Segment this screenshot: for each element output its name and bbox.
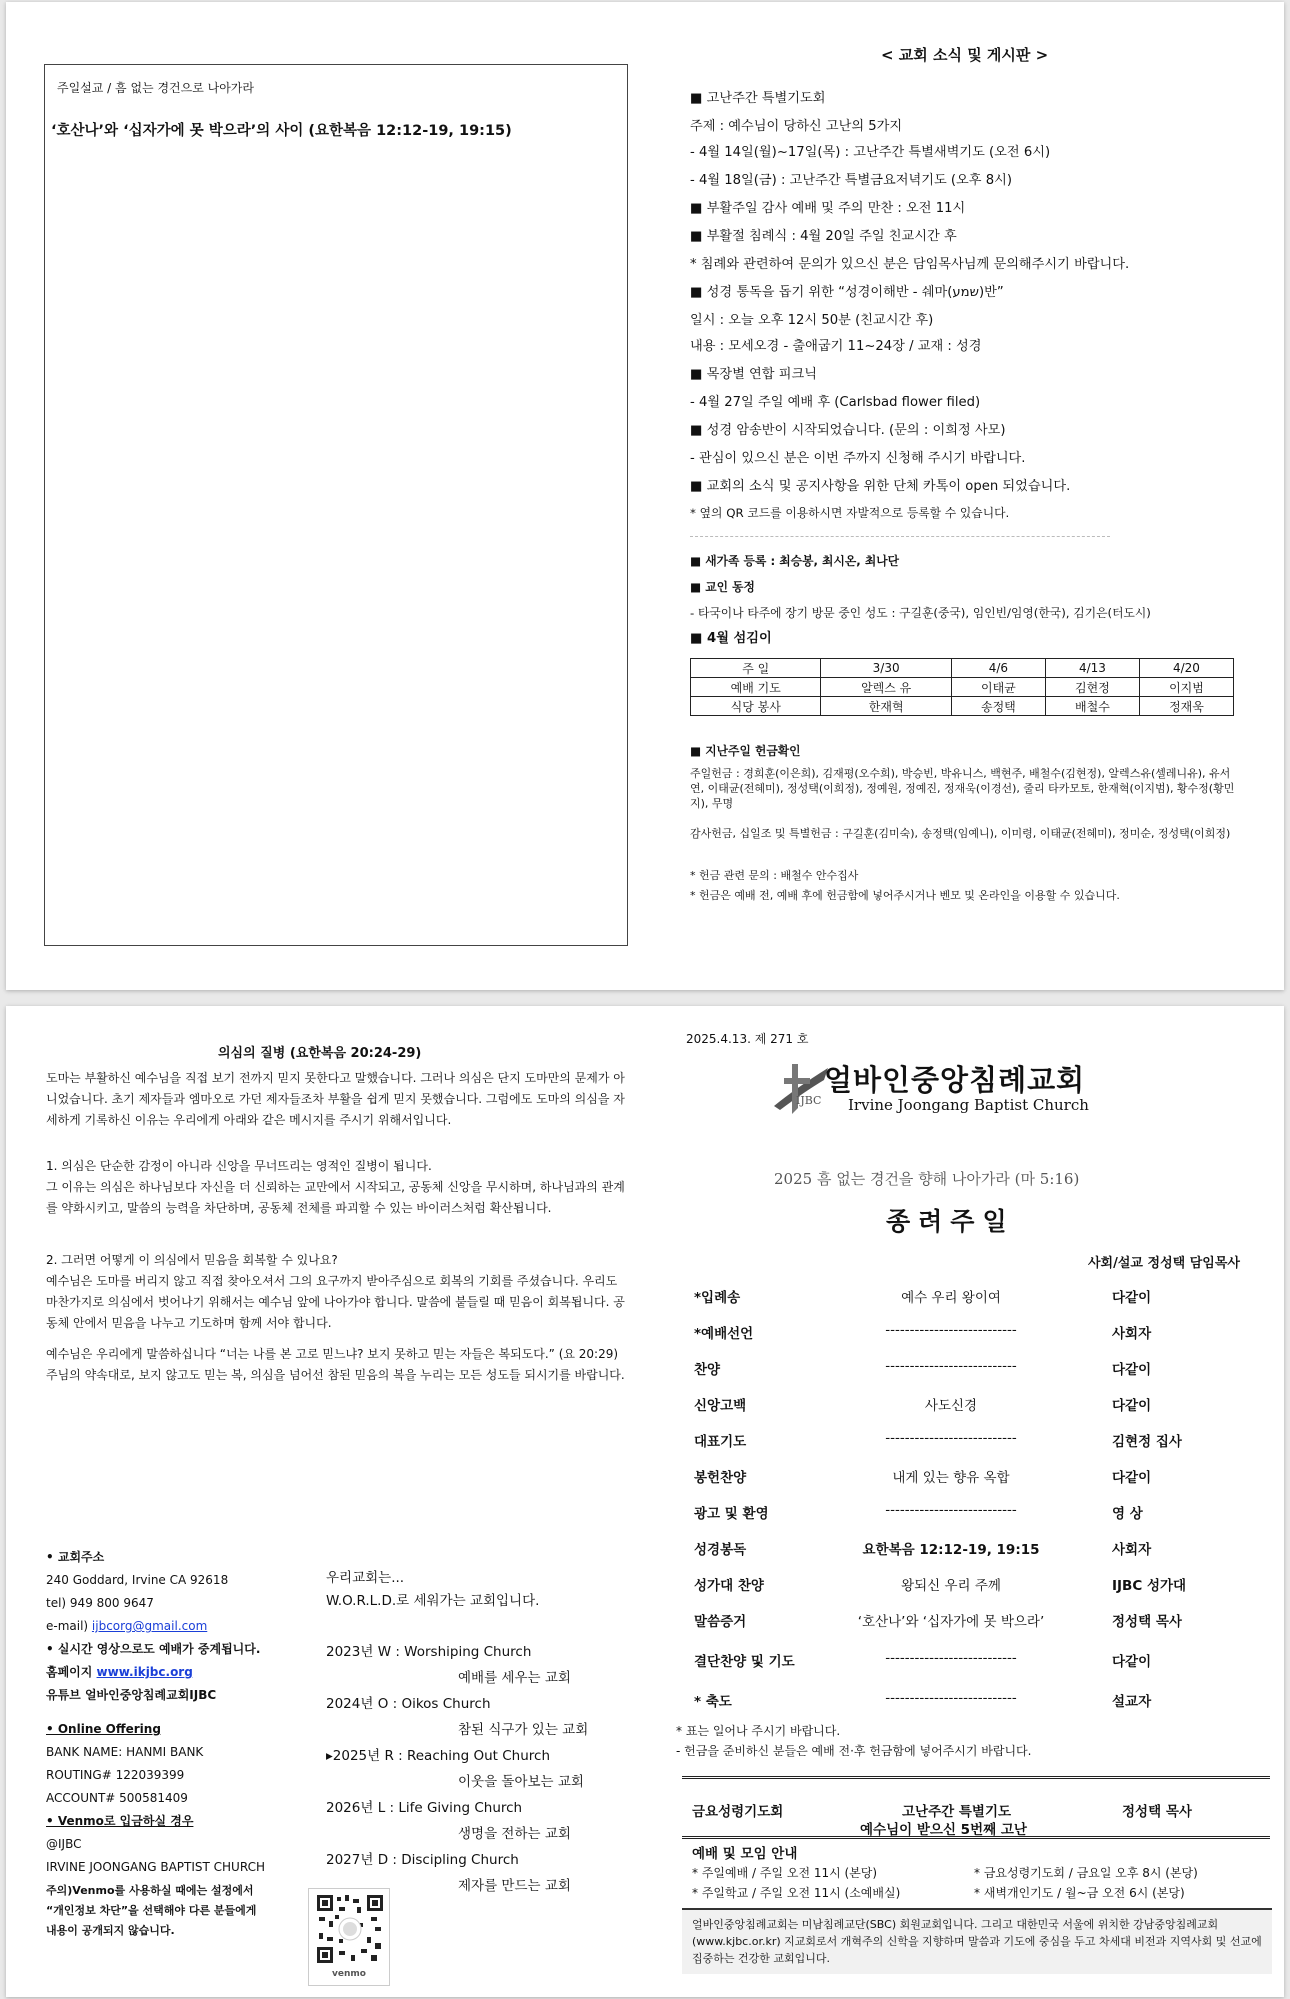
table-cell: 식당 봉사: [691, 697, 821, 716]
qr-code-icon: [315, 1893, 385, 1965]
venmo-account-name: IRVINE JOONGANG BAPTIST CHURCH: [46, 1860, 265, 1874]
order-content: ---------------------------: [885, 1502, 1017, 1518]
order-row: [676, 1610, 1276, 1638]
table-row: [691, 697, 1234, 716]
table-cell: 4/6: [951, 659, 1045, 678]
world-item-desc: 생명을 전하는 교회: [458, 1826, 571, 1842]
section-divider: [682, 1836, 1270, 1839]
news-divider: [690, 536, 1110, 537]
order-row: [676, 1322, 1276, 1350]
sermon-summary-paragraph: 2. 그러면 어떻게 이 의심에서 믿음을 회복할 수 있나요? 예수님은 도마를 버리지 않고 직접 찾아오셔서 그의 요구까지 받아주심으로 회복의 기회를 주셨습니다. 우리도 마찬가지로 의심에서 벗어나기 위해서는 예수님 앞에 나아가야 합니다. 말씀에 붙들릴 때 믿음이 회복됩니다. 공동체 안에서 믿음을 나누고 기도하며 함께 서야 합니다.: [46, 1253, 625, 1330]
table-cell: 예배 기도: [691, 678, 821, 697]
homepage-label: 홈페이지: [46, 1665, 97, 1679]
email-label: e-mail): [46, 1619, 92, 1633]
venmo-id: @IJBC: [46, 1837, 82, 1851]
news-item: ■ 교인 동정: [690, 580, 755, 594]
venmo-label: • Venmo로 입금하실 경우: [46, 1814, 194, 1828]
account-number: ACCOUNT# 500581409: [46, 1791, 188, 1805]
news-item: 내용 : 모세오경 - 출애굽기 11~24장 / 교재 : 성경: [690, 339, 982, 354]
order-leader: 김현정 집사: [1112, 1434, 1182, 1450]
order-item: 말씀증거: [694, 1614, 747, 1630]
order-note: * 표는 일어나 주시기 바랍니다.: [676, 1724, 841, 1738]
order-content: 내게 있는 향유 옥합: [892, 1470, 1010, 1486]
friday-prayer-subtopic: 예수님이 받으신 5번째 고난: [860, 1822, 1027, 1838]
church-logo: [766, 1058, 1106, 1118]
routing-number: ROUTING# 122039399: [46, 1768, 185, 1782]
offering-note: * 헌금은 예배 전, 예배 후에 헌금함에 넣어주시거나 벤모 및 온라인을 이용할 수 있습니다.: [690, 889, 1120, 902]
world-intro: W.O.R.L.D.로 세워가는 교회입니다.: [326, 1593, 540, 1609]
order-leader: 설교자: [1112, 1694, 1152, 1710]
venmo-qr-code[interactable]: [308, 1888, 390, 1986]
presider-line: 사회/설교 정성택 담임목사: [1088, 1256, 1240, 1271]
youtube-channel: 유튜브 얼바인중앙침례교회IJBC: [46, 1688, 217, 1702]
news-board-title: < 교회 소식 및 게시판 >: [881, 46, 1049, 64]
order-content: 요한복음 12:12-19, 19:15: [862, 1542, 1040, 1558]
news-item: - 관심이 있으신 분은 이번 주까지 신청해 주시기 바랍니다.: [690, 451, 1026, 466]
order-content: ‘호산나’와 ‘십자가에 못 박으라’: [857, 1614, 1045, 1630]
order-content: 사도신경: [924, 1398, 978, 1414]
sermon-notes-box: [44, 64, 628, 946]
world-item-year: 2024년 O : Oikos Church: [326, 1696, 491, 1712]
church-description: 얼바인중앙침례교회는 미남침례교단(SBC) 회원교회입니다. 그리고 대한민국 서울에 위치한 강남중앙침례교회(www.kjbc.or.kr) 지교회로서 개혁주의 신학을 지향하며 말씀과 기도에 중심을 두고 차세대 비전과 지역사회 및 선교에 집중하는 건강한 교회입니다.: [682, 1908, 1272, 1974]
news-item: ■ 고난주간 특별기도회: [690, 91, 826, 106]
order-leader: 다같이: [1112, 1654, 1152, 1670]
meeting-item: * 금요성령기도회 / 금요일 오후 8시 (본당): [974, 1866, 1198, 1880]
address: 240 Goddard, Irvine CA 92618: [46, 1573, 229, 1587]
section-divider: [682, 1776, 1270, 1779]
meeting-item: * 주일예배 / 주일 오전 11시 (본당): [692, 1866, 878, 1880]
live-stream-note: • 실시간 영상으로도 예배가 중계됩니다.: [46, 1642, 261, 1656]
table-cell: 배철수: [1045, 697, 1139, 716]
news-item: 주제 : 예수님이 당하신 고난의 5가지: [690, 119, 903, 134]
venmo-label-text: venmo: [332, 1969, 366, 1979]
table-row: [691, 678, 1234, 697]
bulletin-number: 2025.4.13. 제 271 호: [686, 1032, 809, 1046]
world-item-year: ▸2025년 R : Reaching Out Church: [326, 1748, 551, 1764]
order-row: [676, 1394, 1276, 1422]
sermon-summary-paragraph: 도마는 부활하신 예수님을 직접 보기 전까지 믿지 못한다고 말했습니다. 그러나 의심은 단지 도마만의 문제가 아니었습니다. 초기 제자들과 엠마오로 가던 제자들조차 부활을 쉽게 믿지 못했습니다. 그럼에도 도마의 의심을 자세하게 기록하신 이유는 우리에게 아래와 같은 메시지를 주시기 위해서입니다.: [46, 1071, 625, 1127]
order-leader: 다같이: [1112, 1290, 1152, 1306]
order-item: 봉헌찬양: [694, 1470, 747, 1486]
order-leader: 다같이: [1112, 1362, 1152, 1378]
world-item-desc: 이웃을 돌아보는 교회: [458, 1774, 584, 1790]
homepage-line: [46, 1661, 193, 1684]
homepage-link[interactable]: www.ikjbc.org: [96, 1665, 193, 1679]
bank-name: BANK NAME: HANMI BANK: [46, 1745, 204, 1759]
news-item: ■ 성경 암송반이 시작되었습니다. (문의 : 이희정 사모): [690, 423, 1006, 438]
offering-title: ■ 지난주일 헌금확인: [690, 744, 801, 758]
order-item: * 축도: [694, 1694, 732, 1710]
order-row: [676, 1502, 1276, 1530]
order-item: *예배선언: [694, 1326, 754, 1342]
offering-note: * 헌금 관련 문의 : 배철수 안수집사: [690, 869, 859, 882]
table-row: [691, 659, 1234, 678]
sermon-title: ‘호산나’와 ‘십자가에 못 박으라’의 사이 (요한복음 12:12-19, 19:15): [51, 123, 512, 139]
news-item: - 4월 14일(월)~17일(목) : 고난주간 특별새벽기도 (오전 6시): [690, 145, 1051, 160]
sermon-summary-title: 의심의 질병 (요한복음 20:24-29): [218, 1046, 422, 1061]
order-item: 성가대 찬양: [694, 1578, 764, 1594]
friday-prayer-leader: 정성택 목사: [1122, 1804, 1192, 1820]
table-cell: 김현정: [1045, 678, 1139, 697]
online-offering-label: • Online Offering: [46, 1722, 161, 1736]
news-item: ■ 부활절 침례식 : 4월 20일 주일 친교시간 후: [690, 229, 957, 244]
table-cell: 4/20: [1139, 659, 1233, 678]
sermon-caption: 주일설교 / 흠 없는 경건으로 나아가라: [57, 81, 254, 95]
order-content: ---------------------------: [885, 1358, 1017, 1374]
order-leader: 영 상: [1112, 1506, 1143, 1522]
order-item: 대표기도: [694, 1434, 747, 1450]
order-note: - 헌금을 준비하신 분들은 예배 전·후 헌금함에 넣어주시기 바랍니다.: [676, 1744, 1032, 1758]
news-item: ■ 새가족 등록 : 최승봉, 최시온, 최나단: [690, 554, 900, 568]
church-name-korean: 얼바인중앙침례교회: [824, 1063, 1086, 1097]
bulletin-page-top: [6, 2, 1284, 990]
world-item-year: 2027년 D : Discipling Church: [326, 1852, 519, 1868]
table-cell: 알렉스 유: [821, 678, 951, 697]
news-item: ■ 목장별 연합 피크닉: [690, 367, 817, 382]
order-content: ---------------------------: [885, 1650, 1017, 1666]
order-content: 예수 우리 왕이여: [901, 1290, 1001, 1306]
meeting-item: * 새벽개인기도 / 월~금 오전 6시 (본당): [974, 1886, 1185, 1900]
world-item-desc: 참된 식구가 있는 교회: [458, 1722, 589, 1738]
order-row: [676, 1690, 1276, 1718]
order-item: 결단찬양 및 기도: [694, 1654, 795, 1670]
order-item: 신앙고백: [694, 1398, 747, 1414]
order-row: [676, 1574, 1276, 1602]
meetings-title: 예배 및 모임 안내: [692, 1846, 798, 1862]
order-content: 왕되신 우리 주께: [901, 1578, 1001, 1594]
table-cell: 주 일: [691, 659, 821, 678]
order-item: *입례송: [694, 1290, 741, 1306]
order-leader: 다같이: [1112, 1470, 1152, 1486]
order-row: [676, 1650, 1276, 1678]
news-item: * 침례와 관련하여 문의가 있으신 분은 담임목사님께 문의해주시기 바랍니다.: [690, 257, 1130, 272]
bulletin-page-bottom: [6, 1006, 1284, 1997]
order-row: [676, 1286, 1276, 1314]
news-item: ■ 부활주일 감사 예배 및 주의 만찬 : 오전 11시: [690, 201, 966, 216]
table-cell: 송정택: [951, 697, 1045, 716]
news-item: ■ 성경 통독을 돕기 위한 “성경이해반 - 쉐마(שמע)반”: [690, 285, 1004, 300]
email-link[interactable]: ijbcorg@gmail.com: [91, 1619, 208, 1633]
world-item-desc: 제자를 만드는 교회: [458, 1878, 571, 1894]
world-item-year: 2023년 W : Worshiping Church: [326, 1644, 532, 1660]
order-item: 찬양: [694, 1362, 721, 1378]
logo-text: IJBC: [796, 1094, 822, 1107]
order-leader: IJBC 성가대: [1112, 1578, 1187, 1594]
world-item-year: 2026년 L : Life Giving Church: [326, 1800, 523, 1816]
news-item: ■ 교회의 소식 및 공지사항을 위한 단체 카톡이 open 되었습니다.: [690, 479, 1071, 494]
sermon-summary-paragraph: 예수님은 우리에게 말씀하십니다 “너는 나를 본 고로 믿느냐? 보지 못하고 믿는 자들은 복되도다.” (요 20:29) 주님의 약속대로, 보지 않고도 믿는 복, 의심을 넘어선 참된 믿음의 복을 누리는 모든 성도들 되시기를 바랍니다.: [46, 1347, 625, 1382]
order-content: ---------------------------: [885, 1430, 1017, 1446]
venmo-note: 내용이 공개되지 않습니다.: [46, 1924, 175, 1937]
table-cell: 3/30: [821, 659, 951, 678]
table-cell: 정재욱: [1139, 697, 1233, 716]
order-content: ---------------------------: [885, 1690, 1017, 1706]
order-leader: 정성택 목사: [1112, 1614, 1182, 1630]
order-item: 광고 및 환영: [694, 1506, 769, 1522]
news-item: - 타국이나 타주에 장기 방문 중인 성도 : 구길훈(중국), 임인빈/임영(한국), 김기은(터도시): [690, 606, 1151, 620]
offering-thanks: 감사헌금, 십일조 및 특별헌금 : 구길훈(김미숙), 송정택(임예니), 이미령, 이태균(전혜미), 정미순, 정성택(이희정): [690, 827, 1231, 840]
order-leader: 사회자: [1112, 1326, 1152, 1342]
news-item: ■ 4월 섬김이: [690, 631, 772, 646]
email-line: [46, 1615, 207, 1638]
news-item: - 4월 18일(금) : 고난주간 특별금요저녁기도 (오후 8시): [690, 173, 1012, 188]
sunday-title: 종려주일: [886, 1207, 1015, 1236]
news-item: * 옆의 QR 코드를 이용하시면 자발적으로 등록할 수 있습니다.: [690, 506, 1010, 520]
offering-sunday: 주일헌금 : 경희훈(이은희), 김재평(오수희), 박승빈, 박유니스, 백현주, 배철수(김현정), 알렉스유(셀레니유), 유서연, 이태균(전혜미), 정성택(이희정), 정예원, 정예진, 정재욱(이경선), 줄리 타카모토, 한재혁(이지범), 황수정(황민지), 무명: [690, 767, 1235, 810]
friday-prayer-topic: 고난주간 특별기도: [902, 1804, 1012, 1820]
table-cell: 한재혁: [821, 697, 951, 716]
april-servers-table: [690, 658, 1234, 716]
news-item: - 4월 27일 주일 예배 후 (Carlsbad flower filed): [690, 395, 981, 410]
order-content: ---------------------------: [885, 1322, 1017, 1338]
church-name-english: Irvine Joongang Baptist Church: [848, 1096, 1089, 1114]
order-leader: 다같이: [1112, 1398, 1152, 1414]
sermon-summary-paragraph: 1. 의심은 단순한 감정이 아니라 신앙을 무너뜨리는 영적인 질병이 됩니다. 그 이유는 의심은 하나님보다 자신을 더 신뢰하는 교만에서 시작되고, 공동체 신앙을 무시하며, 하나님과의 관계를 약화시키고, 말씀의 능력을 차단하며, 공동체 전체를 파괴할 수 있는 바이러스처럼 확산됩니다.: [46, 1159, 625, 1215]
order-row: [676, 1538, 1276, 1566]
order-row: [676, 1358, 1276, 1386]
news-item: 일시 : 오늘 오후 12시 50분 (친교시간 후): [690, 313, 934, 328]
table-cell: 이태균: [951, 678, 1045, 697]
friday-prayer-label: 금요성령기도회: [692, 1804, 784, 1820]
order-item: 성경봉독: [694, 1542, 747, 1558]
order-row: [676, 1430, 1276, 1458]
venmo-note: “개인정보 차단”을 선택해야 다른 분들에게: [46, 1904, 257, 1917]
yearly-theme: 2025 흠 없는 경건을 향해 나아가라 (마 5:16): [774, 1170, 1080, 1188]
phone: tel) 949 800 9647: [46, 1596, 154, 1610]
address-label: • 교회주소: [46, 1550, 105, 1564]
table-cell: 4/13: [1045, 659, 1139, 678]
meeting-item: * 주일학교 / 주일 오전 11시 (소예배실): [692, 1886, 901, 1900]
world-intro: 우리교회는...: [326, 1570, 405, 1586]
venmo-note: 주의)Venmo를 사용하실 때에는 설정에서: [46, 1884, 254, 1897]
order-row: [676, 1466, 1276, 1494]
table-cell: 이지범: [1139, 678, 1233, 697]
order-leader: 사회자: [1112, 1542, 1152, 1558]
world-item-desc: 예배를 세우는 교회: [458, 1670, 571, 1686]
